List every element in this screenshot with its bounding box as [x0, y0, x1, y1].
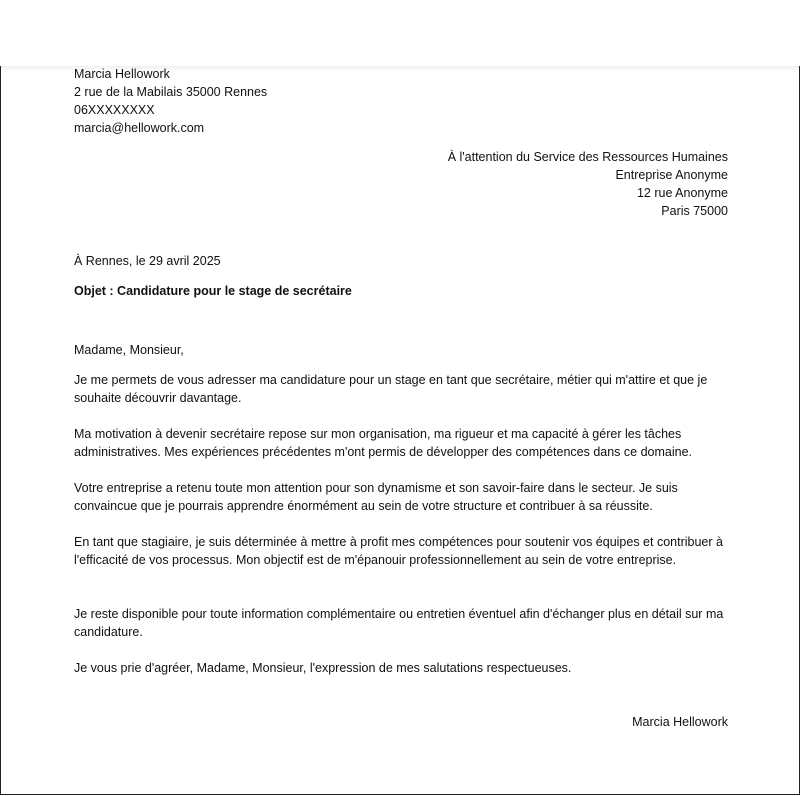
letter-page — [0, 66, 800, 795]
recipient-block — [328, 148, 728, 220]
sender-block — [74, 65, 267, 137]
recipient-street: 12 rue Anonyme — [636, 186, 728, 200]
sender-phone: 06XXXXXXXX — [74, 103, 155, 117]
sender-email: marcia@hellowork.com — [74, 121, 205, 135]
top-toolbar-area — [0, 0, 800, 66]
sender-name: Marcia Hellowork — [74, 67, 170, 81]
salutation: Madame, Monsieur, — [74, 343, 184, 357]
date-line: À Rennes, le 29 avril 2025 — [74, 254, 221, 268]
subject-line: Objet : Candidature pour le stage de secrétaire — [74, 284, 352, 298]
paragraph-5: Je reste disponible pour toute information complémentaire ou entretien éventuel afin d'échanger plus en détail sur ma candidature. — [74, 607, 724, 639]
paragraph-1: Je me permets de vous adresser ma candidature pour un stage en tant que secrétaire, métier qui m'attire et que je souhaite découvrir davantage. — [74, 373, 708, 405]
closing-paragraph: Je vous prie d'agréer, Madame, Monsieur, l'expression de mes salutations respectueuses. — [74, 661, 572, 675]
recipient-attention: À l'attention du Service des Ressources Humaines — [447, 150, 728, 164]
sender-address: 2 rue de la Mabilais 35000 Rennes — [74, 85, 268, 99]
recipient-city: Paris 75000 — [661, 204, 728, 218]
recipient-company: Entreprise Anonyme — [615, 168, 728, 182]
paragraph-3: Votre entreprise a retenu toute mon attention pour son dynamisme et son savoir-faire dans le secteur. Je suis convaincue que je pourrais apprendre énormément au sein de votre structure et contribuer à sa réussite. — [74, 481, 678, 513]
signature: Marcia Hellowork — [632, 715, 728, 729]
paragraph-2: Ma motivation à devenir secrétaire repose sur mon organisation, ma rigueur et ma capacité à gérer les tâches administratives. Mes expériences précédentes m'ont permis de développer des compétences dans ce domaine. — [74, 427, 692, 459]
paragraph-4: En tant que stagiaire, je suis déterminée à mettre à profit mes compétences pour soutenir vos équipes et contribuer à l'efficacité de vos processus. Mon objectif est de m'épanouir professionnellement au sein de votre entreprise. — [74, 535, 723, 567]
